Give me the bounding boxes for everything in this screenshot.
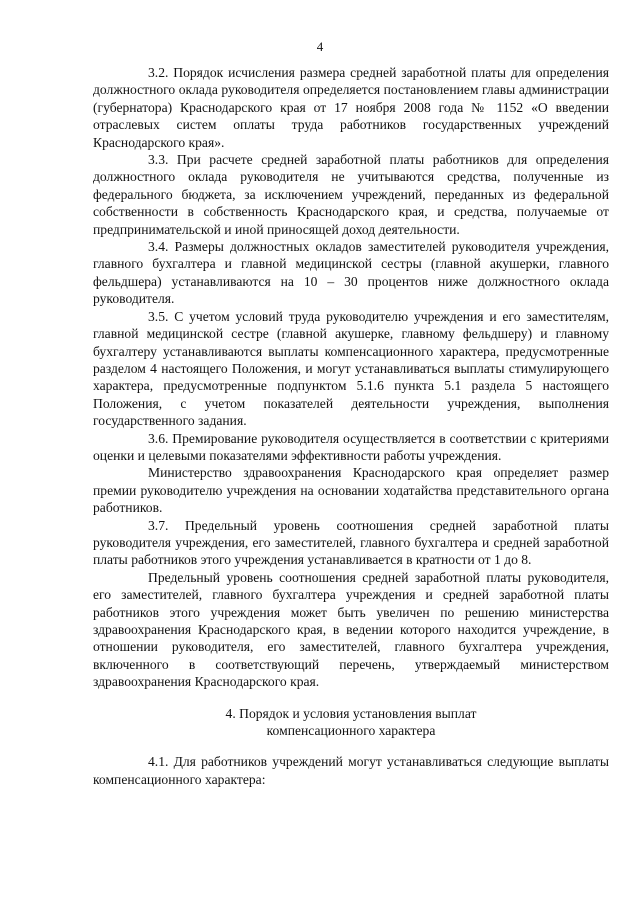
document-body: [93, 64, 609, 788]
paragraph-3-2: 3.2. Порядок исчисления размера средней заработной платы для определения должностного оклада руководителя определяется постановлением главы администрации (губернатора) Краснодарского края от 17 ноября 2008 года № 1152 «О введении отраслевых систем оплаты труда работников государственных учреждений Краснодарского края».: [93, 65, 609, 150]
section-heading-line-1: 4. Порядок и условия установления выплат: [225, 705, 477, 721]
paragraph-3-6: 3.6. Премирование руководителя осуществляется в соответствии с критериями оценки и целевыми показателями эффективности работы учреждения.: [93, 430, 609, 463]
paragraph-ministry-bonus: Министерство здравоохранения Краснодарского края определяет размер премии руководителю учреждения на основании ходатайства представительного органа работников.: [93, 465, 609, 516]
paragraph-ratio-increase: Предельный уровень соотношения средней заработной платы руководителя, его заместителей, главного бухгалтера учреждения и средней заработной платы работников этого учреждения может быть увеличен по решению министерства здравоохранения Краснодарского края, в ведении которого находится учреждение, в отношении руководителя, его заместителей, главного бухгалтера учреждения, включенного в соответствующий перечень, утверждаемый министерством здравоохранения Краснодарского края.: [93, 569, 609, 690]
paragraph-3-7: 3.7. Предельный уровень соотношения средней заработной платы руководителя учреждения, его заместителей, главного бухгалтера и средней заработной платы работников этого учреждения устанавливается в кратности от 1 до 8.: [93, 517, 609, 568]
paragraph-3-4: 3.4. Размеры должностных окладов заместителей руководителя учреждения, главного бухгалтера и главной медицинской сестры (главной акушерки, главного фельдшера) устанавливаются на 10 – 30 процентов ниже должностного оклада руководителя.: [93, 239, 609, 307]
paragraph-3-5: 3.5. С учетом условий труда руководителю учреждения и его заместителям, главной медицинской сестре (главной акушерке, главному фельдшеру) и главному бухгалтеру устанавливаются выплаты компенсационного характера, предусмотренные разделом 4 настоящего Положения, и могут устанавливаться выплаты стимулирующего характера, предусмотренные подпунктом 5.1.6 пункта 5.1 раздела 5 настоящего Положения, с учетом показателей деятельности учреждения, выполнения государственного задания.: [93, 308, 609, 429]
paragraph-4-1: 4.1. Для работников учреждений могут устанавливаться следующие выплаты компенсационного характера:: [93, 754, 609, 787]
page-number: 4: [316, 39, 324, 54]
paragraph-3-3: 3.3. При расчете средней заработной платы работников для определения должностного оклада руководителя не учитываются средства, полученные из федерального бюджета, за исключением учреждений, переданных из федеральной собственности в собственность Краснодарского края, и средства, получаемые от предпринимательской и иной приносящей доход деятельности.: [93, 152, 609, 237]
section-heading-line-2: компенсационного характера: [266, 723, 436, 739]
section-heading: [93, 705, 609, 740]
